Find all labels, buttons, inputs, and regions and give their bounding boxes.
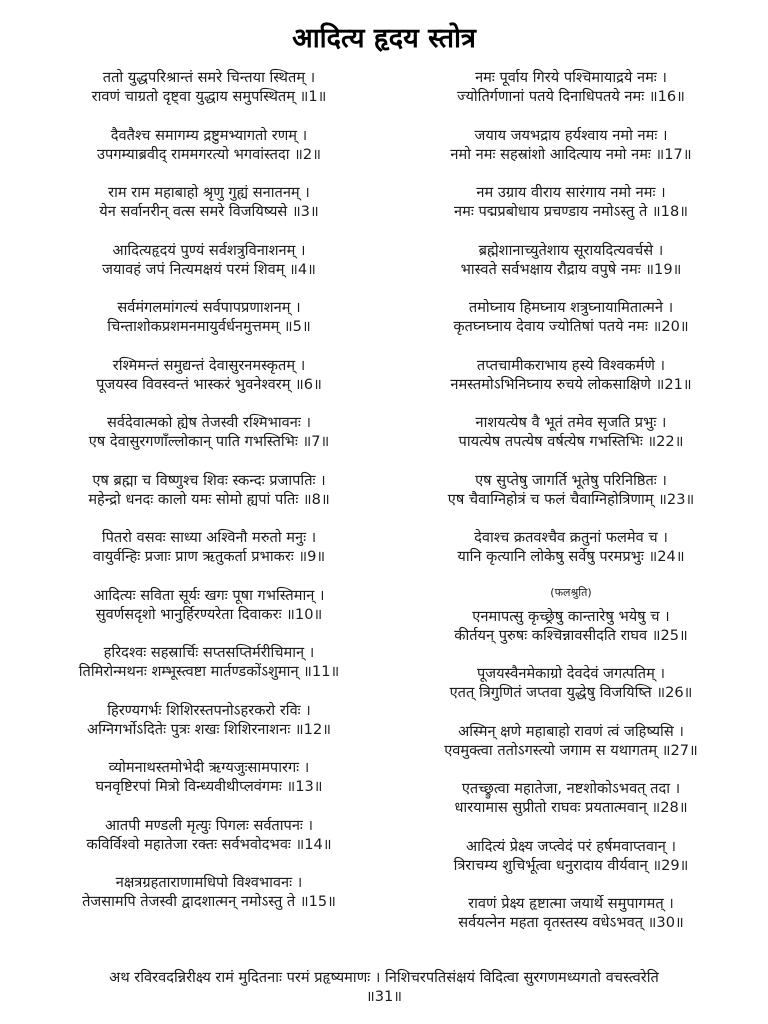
verse-block: [10, 413, 408, 471]
verse-block: [384, 126, 758, 184]
verse-line: त्रिराचम्य शुचिर्भूत्वा धनुरादाय वीर्यवान् ॥29॥: [453, 856, 689, 874]
verse-line: चिन्ताशोकप्रशमनमायुर्वर्धनमुत्तमम् ॥5॥: [107, 318, 311, 335]
verse-block: [384, 722, 758, 780]
verse-line: अस्मिन् क्षणे महाबाहो रावणं त्वं जहिष्यसि ।: [458, 722, 684, 740]
verse-line: उपगम्याब्रवीद् राममगरत्यो भगवांस्तदा ॥2॥: [97, 145, 321, 163]
verse-line: एतच्छ्रुत्वा महातेजा, नष्टशोकोऽभवत् तदा ।: [461, 780, 681, 797]
verse-line: नमः पद्मप्रबोधाय प्रचण्डाय नमोऽस्तु ते ॥18॥: [454, 203, 688, 220]
verse-block: [384, 356, 758, 414]
verse-line: महेन्द्रो धनदः कालो यमः सोमो ह्यपां पतिः ॥8॥: [88, 490, 330, 508]
verse-line: नक्षत्रग्रहताराणामधिपो विश्वभावनः ।: [115, 874, 303, 891]
verse-line: एष ब्रह्मा च विष्णुश्च शिवः स्कन्दः प्रजापतिः ।: [92, 471, 326, 489]
verse-block: [10, 471, 408, 529]
verse-line: रावणं चाग्रतो दृष्ट्वा युद्धाय समुपस्थितम् ॥1॥: [91, 88, 327, 105]
verse-block: [10, 126, 408, 184]
verse-block: [384, 413, 758, 471]
verse-number: ॥31॥: [365, 988, 403, 1005]
verse-line: नमो नमः सहस्रांशो आदित्याय नमो नमः ॥17॥: [450, 145, 692, 163]
verse-block: [384, 894, 758, 952]
phalashruti-heading: (फलश्रुति): [550, 585, 592, 599]
verse-line: जयाय जयभद्राय हर्यश्वाय नमो नमः ।: [474, 126, 668, 144]
verse-line: एष चैवाग्निहोत्रं च फलं चैवाग्निहोत्रिणाम् ॥23॥: [447, 490, 695, 508]
right-column: [384, 68, 758, 952]
verse-line: दैवतैश्च समागम्य द्रष्टुमभ्यागतो रणम् ।: [110, 126, 308, 144]
verse-block: [10, 586, 408, 644]
verse-block: [384, 298, 758, 356]
verse-block: [10, 241, 408, 299]
verse-line: ज्योतिर्गणानां पतये दिनाधिपतये नमः ॥16॥: [457, 88, 685, 105]
verse-line: धारयामास सुप्रीतो राघवः प्रयतात्मवान् ॥28॥: [454, 799, 688, 816]
verse-line: सुवर्णसदृशो भानुर्हिरण्यरेता दिवाकरः ॥10॥: [95, 605, 323, 623]
verse-line: आतपी मण्डली मृत्युः पिगलः सर्वतापनः ।: [104, 816, 314, 834]
verse-block: [384, 471, 758, 529]
verse-line: अथ रविरवदन्निरीक्ष्य रामं मुदितनाः परमं प्रहृष्यमाणः । निशिचरपतिसंक्षयं विदित्वा सुरगणमध्यगतो वचस्त्वरेति: [109, 969, 659, 986]
verse-line: एतत् त्रिगुणितं जप्तवा युद्धेषु विजयिष्ति ॥26॥: [449, 684, 693, 701]
verse-block: [10, 528, 408, 586]
verse-line: यानि कृत्यानि लोकेषु सर्वेषु परमप्रभुः ॥24॥: [457, 548, 685, 565]
verse-line: तमोघ्नाय हिमघ्नाय शत्रुघ्नायामितात्मने ।: [468, 299, 674, 316]
verse-line: सर्वदेवात्मको ह्येष तेजस्वी रश्मिभावनः ।: [106, 414, 312, 431]
verse-block: [384, 528, 758, 586]
verse-block: [10, 356, 408, 414]
verse-line: राम राम महाबाहो श्रृणु गुह्यं सनातनम् ।: [108, 184, 310, 201]
verse-block: [10, 873, 408, 931]
verse-line: देवाश्च क्रतवश्चैव क्रतुनां फलमेव च ।: [474, 529, 668, 546]
verse-block: [10, 816, 408, 874]
verse-line: नमस्तमोऽभिनिघ्नाय रुचये लोकसाक्षिणे ॥21॥: [450, 375, 692, 393]
verse-line: एवमुक्त्वा ततोऽगस्त्यो जगाम स यथागतम् ॥27॥: [444, 741, 698, 759]
verse-line: पूजयस्व विवस्वन्तं भास्करं भुवनेश्वरम् ॥6॥: [96, 375, 322, 393]
verse-line: अग्निगर्भोऽदितेः पुत्रः शखः शिशिरनाशनः ॥12॥: [87, 720, 331, 738]
verse-line: नम उग्राय वीराय सारंगाय नमो नमः ।: [476, 184, 666, 201]
verse-line: नाशयत्येष वै भूतं तमेव सृजति प्रभुः ।: [475, 414, 667, 431]
verse-line: पूजयस्वैनमेकाग्रो देवदेवं जगत्पतिम् ।: [476, 665, 666, 682]
verse-line: एनमापत्सु कृच्छ्रेषु कान्तारेषु भयेषु च ।: [472, 607, 670, 625]
final-verse: [12, 968, 756, 1006]
verse-line: हरिदश्वः सहस्रार्चिः सप्तसप्तिर्मरीचिमान् ।: [103, 644, 315, 661]
left-column: [10, 68, 408, 931]
verse-block: [10, 643, 408, 701]
verse-line: सर्वयत्नेन महता वृतस्तस्य वधेऽभवत् ॥30॥: [458, 914, 684, 931]
verse-block: [10, 758, 408, 816]
verse-line: रश्मिमन्तं समुद्यन्तं देवासुरनमस्कृतम् ।: [112, 356, 306, 374]
verse-line: ततो युद्धपरिश्रान्तं समरे चिन्तया स्थितम् ।: [102, 69, 316, 86]
verse-block: [384, 607, 758, 665]
verse-line: जयावहं जपं नित्यमक्षयं परमं शिवम् ॥4॥: [102, 260, 316, 278]
verse-line: कविर्विश्वो महातेजा रक्तः सर्वभवोदभवः ॥14॥: [86, 835, 332, 853]
verse-line: कीर्तयन् पुरुषः कश्चिन्नावसीदति राघव ॥25॥: [454, 626, 688, 644]
verse-block: [10, 183, 408, 241]
verse-line: ब्रह्मेशानाच्युतेशाय सूरायदित्यवर्चसे ।: [478, 241, 664, 259]
verse-line: सर्वमंगलमांगल्यं सर्वपापप्रणाशनम् ।: [117, 299, 301, 316]
verse-line: तिमिरोन्मथनः शम्भूस्त्वष्टा मार्तण्डकोंऽशुमान् ॥11॥: [78, 663, 340, 680]
verse-line: हिरण्यगर्भः शिशिरस्तपनोऽहरकरो रविः ।: [107, 701, 311, 719]
verse-line: तेजसामपि तेजस्वी द्वादशात्मन् नमोऽस्तु ते ॥15॥: [82, 893, 336, 910]
verse-block: [384, 664, 758, 722]
verse-line: आदित्यं प्रेक्ष्य जप्त्वेदं परं हर्षमवाप्तवान् ।: [465, 837, 677, 855]
verse-line: पायत्येष तपत्येष वर्षत्येष गभस्तिभिः ॥22॥: [458, 433, 684, 450]
verse-line: एष देवासुरगणाँल्लोकान् पाति गभस्तिभिः ॥7॥: [88, 433, 330, 450]
verse-line: कृतघ्नघ्नाय देवाय ज्योतिषां पतये नमः ॥20॥: [453, 318, 689, 335]
verse-line: व्योमनाथस्तमोभेदी ऋग्यजुःसामपारगः ।: [108, 759, 310, 776]
verse-block: [384, 241, 758, 299]
verse-block: [10, 68, 408, 126]
verse-block: [384, 837, 758, 895]
verse-block: [384, 779, 758, 837]
verse-line: भास्वते सर्वभक्षाय रौद्राय वपुषे नमः ॥19॥: [460, 260, 682, 278]
verse-line: तप्तचामीकराभाय हस्ये विश्वकर्मणे ।: [476, 356, 666, 374]
verse-line: आदित्यहृदयं पुण्यं सर्वशत्रुविनाशनम् ।: [112, 241, 306, 259]
verse-line: घनवृष्टिरपां मित्रो विन्ध्यवीथीप्लवंगमः ॥13॥: [95, 778, 323, 795]
verse-block: [10, 298, 408, 356]
verse-line: रावणं प्रेक्ष्य हृष्टात्मा जयार्थे समुपागमत् ।: [468, 895, 674, 912]
verse-line: येन सर्वानरीन् वत्स समरे विजयिष्यसे ॥3॥: [99, 203, 319, 220]
verse-line: नमः पूर्वाय गिरये पश्चिमायाद्रये नमः ।: [475, 69, 667, 86]
verse-block: [384, 68, 758, 126]
verse-line: वायुर्वन्हिः प्रजाः प्राण ऋतुकर्ता प्रभाकरः ॥9॥: [92, 548, 326, 565]
verse-line: एष सुप्तेषु जागर्ति भूतेषु परिनिष्ठितः ।: [475, 471, 667, 489]
verse-line: आदित्यः सविता सूर्यः खगः पूषा गभस्तिमान् ।: [93, 586, 325, 604]
verse-line: पितरो वसवः साध्या अश्विनौ मरुतो मनुः ।: [101, 529, 317, 546]
page-title: आदित्य हृदय स्तोत्र: [292, 23, 476, 54]
verse-block: [384, 183, 758, 241]
verse-block: [10, 701, 408, 759]
